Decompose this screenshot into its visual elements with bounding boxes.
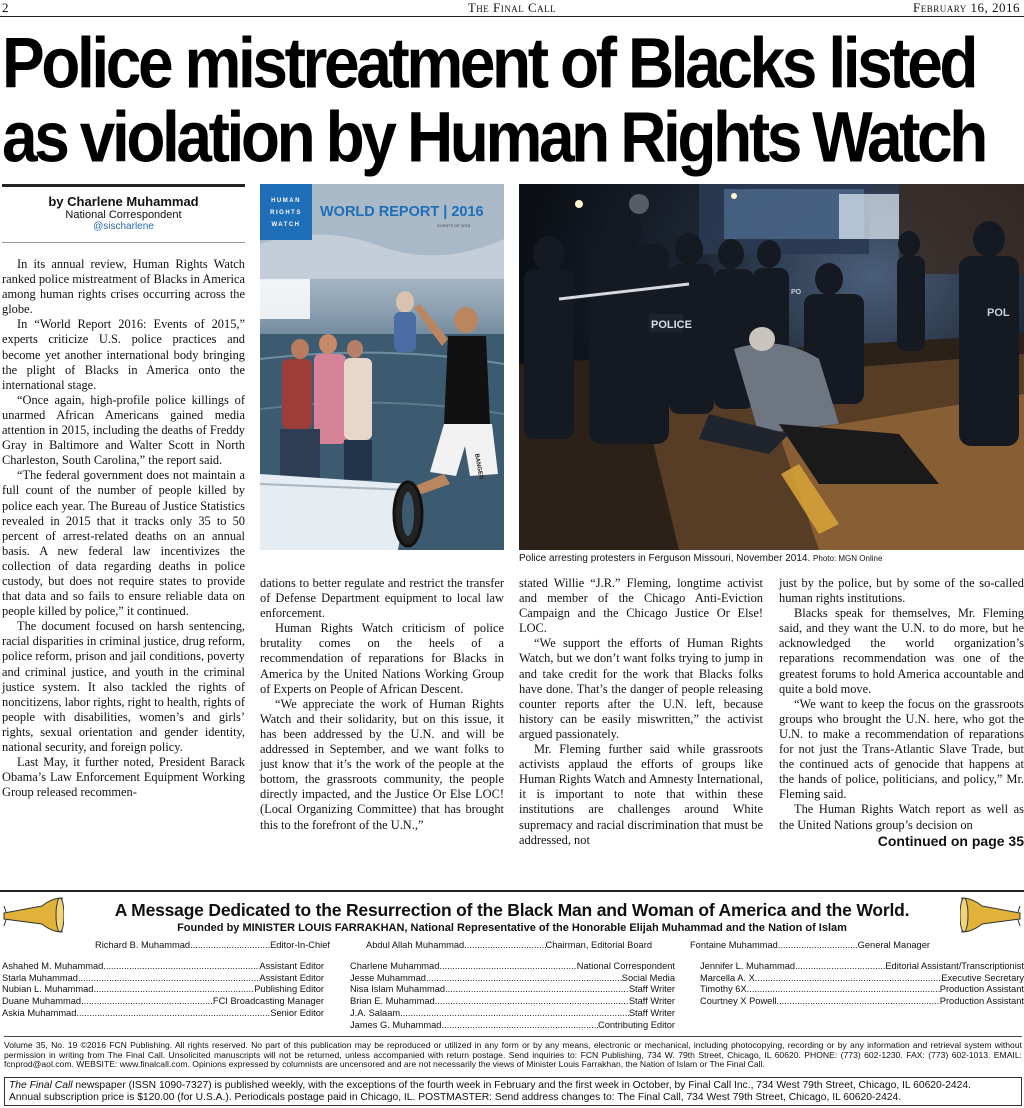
continued-link[interactable]: Continued on page 35: [877, 832, 1024, 849]
staff-role: Editor-In-Chief: [270, 940, 330, 950]
publication-line-2: Annual subscription price is $120.00 (for U.S.A.). Periodicals postage paid in Chicago, IL. POSTMASTER: Send address changes to: The Final Call, 734 West 79th Street, Chicago, IL 60620-2424.: [9, 1092, 902, 1103]
paragraph: just by the police, but by some of the so-called human rights institutions.: [779, 576, 1024, 606]
staff-name: Fontaine Muhammad: [690, 940, 778, 950]
staff-column-2: [350, 961, 675, 1031]
paragraph: In its annual review, Human Rights Watch ranked police mistreatment of Blacks in America among human rights crises occurring across the globe.: [2, 257, 245, 317]
staff-row: Ashahed M. Muhammad ..... Assistant Editor: [2, 961, 324, 973]
report-cover-illustration: [260, 184, 504, 550]
paragraph: “We want to keep the focus on the grassroots groups who brought the U.N. here, who got the U.N. to make a recommendation of reparations for not just the Trans-Atlantic Slave Trade, but the continued acts of genocide that happens at the hands of police, politicians, and policy,” Mr. Fleming said.: [779, 696, 1024, 802]
author-handle[interactable]: @sischarlene: [93, 221, 154, 232]
paragraph: Last May, it further noted, President Barack Obama’s Law Enforcement Equipment Working Group released recommen-: [2, 755, 245, 800]
article-column-1: [2, 257, 245, 800]
founded-line: Founded by MINISTER LOUIS FARRAKHAN, National Representative of the Honorable Elijah Muhammad and the Nation of Islam: [177, 922, 847, 934]
police-vest-text: PO: [791, 289, 802, 296]
paragraph: In “World Report 2016: Events of 2015,” experts criticize U.S. police practices and become yet another international body bringing the plight of Blacks in America onto the international stage.: [2, 317, 245, 392]
paragraph: Human Rights Watch criticism of police brutality comes on the heels of a recommendation of reparations for Blacks in America by the United Nations Working Group of Experts on People of African Descent.: [260, 621, 504, 696]
world-report-cover-photo: [260, 184, 504, 550]
report-subtitle: EVENTS OF 2015: [437, 223, 470, 228]
headline-line-2: as violation by Human Rights Watch: [2, 96, 985, 178]
photo-caption: [519, 553, 1024, 564]
staff-entry-chairman: [366, 940, 652, 952]
trumpet-icon: [960, 896, 1022, 936]
paragraph: The Human Rights Watch report as well as the United Nations group’s decision on: [779, 802, 1024, 832]
staff-column-3: [700, 961, 1024, 1008]
hrw-logo-line: RIGHTS: [270, 210, 302, 216]
article-column-4: [779, 576, 1024, 849]
staff-entry-editor-in-chief: [95, 940, 330, 952]
staff-name: Abdul Allah Muhammad: [366, 940, 465, 950]
staff-row: Timothy 6X ..... Production Assistant: [700, 984, 1024, 996]
trumpet-icon: [2, 896, 64, 936]
paragraph: Mr. Fleming further said while grassroots activists applaud the efforts of groups like Human Rights Watch and Amnesty International, it is important to note that within these institutions are challenges around White supremacy and racial discrimination that must be addressed, not: [519, 742, 763, 847]
paragraph: “The federal government does not maintain a full count of the number of people killed by police each year. The Bureau of Justice Statistics revealed in 2015 that it tracks only 35 to 50 percent of arrest-related deaths on an annual basis. A new federal law incentivizes the collection of data regarding deaths in police custody, but does not require states to provide that data and so fails to ensure reliable data on people killed by police,” it continued.: [2, 468, 245, 619]
publication-line-1: newspaper (ISSN 1090-7327) is published weekly, with the exceptions of the fourth week in February and the first week in October, by Final Call Inc., 734 West 79th Street, Chicago, IL 60620-2424.: [72, 1080, 971, 1091]
article-column-3: [519, 576, 763, 848]
arrest-scene-illustration: [519, 184, 1024, 550]
staff-row: Brian E. Muhammad ..... Staff Writer: [350, 996, 675, 1008]
running-header: [0, 0, 1024, 17]
paper-name: The Final Call: [467, 0, 557, 15]
message-band: [0, 890, 1024, 938]
staff-row: Nisa Islam Muhammad ..... Staff Writer: [350, 984, 675, 996]
hrw-logo-line: WATCH: [271, 222, 301, 228]
staff-row: Jennifer L. Muhammad ..... Editorial Assistant/Transcriptionist: [700, 961, 1024, 973]
page-number: 2: [2, 0, 9, 15]
staff-row: Marcella A. X ..... Executive Secretary: [700, 973, 1024, 985]
byline: [2, 184, 245, 232]
publication-name: The Final Call: [9, 1080, 73, 1091]
paragraph: stated Willie “J.R.” Fleming, longtime activist and member of the Chicago Anti-Eviction Campaign and the Chicago Justice Or Else! LOC.: [519, 576, 763, 636]
author-name: by Charlene Muhammad: [48, 194, 199, 209]
staff-role: General Manager: [857, 940, 930, 950]
photo-credit: Photo: MGN Online: [813, 554, 883, 563]
paragraph: The document focused on harsh sentencing, racial disparities in criminal justice, drug reform, police reform, prison and jail conditions, poverty and criminal justice, and youth in the criminal justice system. It also tackled the rights of noncitizens, labor rights, right to health, rights of people with disabilities, women’s and girls’ rights, sexual orientation and gender identity, national security, and foreign policy.: [2, 619, 245, 754]
staff-row: Jesse Muhammad ..... Social Media: [350, 973, 675, 985]
staff-row: Starla Muhammad ..... Assistant Editor: [2, 973, 324, 985]
staff-row: James G. Muhammad ..... Contributing Editor: [350, 1020, 675, 1032]
issue-date: February 16, 2016: [913, 0, 1020, 15]
ferguson-arrest-photo: [519, 184, 1024, 550]
publication-info-box: [4, 1077, 1022, 1106]
paragraph: “We appreciate the work of Human Rights Watch and their solidarity, but on this issue, it has been addressed by the U.N. and will be addressed in September, and we want folks to just know that it’s the work of the people at the bottom, the grassroots community, the people directly impacted, and the Justice Or Else LOC! (Local Organizing Committee) that has brought this to the forefront of the U.N.,”: [260, 696, 504, 832]
staff-row: Askia Muhammad ..... Senior Editor: [2, 1008, 324, 1020]
headline: [2, 22, 1024, 178]
police-vest-text: POLICE: [651, 319, 692, 331]
staff-column-1: [2, 961, 324, 1020]
police-vest-text: POL: [987, 307, 1010, 319]
staff-row: Charlene Muhammad ..... National Correspondent: [350, 961, 675, 973]
author-role: National Correspondent: [65, 209, 182, 221]
hrw-logo-line: HUMAN: [271, 198, 301, 204]
legal-notice: Volume 35, No. 19 ©2016 FCN Publishing. All rights reserved. No part of this publication may be reproduced or utilized in any form or by any means, electronic or mechanical, including photocopying, recording or by any information and retrieval system without permission in writing from The Final Call. Unsolicited manuscripts will not be returned, unless accompanied with return postage. Send inquiries to: FCN Publishing, 734 W. 79th Street, Chicago, IL 60620. PHONE: (773) 602-1230. FAX: (773) 602-1013. EMAIL: fcnprod@aol.com. WEBSITE: www.finalcall.com. Opinions expressed by columnists are uncensored and are not necessarily the views of Minister Louis Farrakhan, the Nation of Islam or The Final Call.: [4, 1036, 1022, 1070]
paragraph: Blacks speak for themselves, Mr. Fleming said, and they want the U.N. to do more, but he acknowledged the world organization’s reparations recommendation was one of the greatest forums to hold America accountable and quite a bold move.: [779, 606, 1024, 696]
caption-text: Police arresting protesters in Ferguson Missouri, November 2014.: [519, 553, 811, 564]
staff-role: Chairman, Editorial Board: [545, 940, 652, 950]
paragraph: “We support the efforts of Human Rights Watch, but we don’t want folks trying to jump in and take credit for the work that Blacks folks have done. That’s the danger of people releasing counter reports after the U.N. left, because history can be easily miswritten,” the activist argued passionately.: [519, 636, 763, 741]
staff-name: Richard B. Muhammad: [95, 940, 191, 950]
paragraph: dations to better regulate and restrict the transfer of Defense Department equipment to local law enforcement.: [260, 576, 504, 621]
mission-message: A Message Dedicated to the Resurrection of the Black Man and Woman of America and the World.: [114, 900, 910, 920]
shirt-print: BANGER: [473, 453, 484, 480]
staff-row: Duane Muhammad ..... FCI Broadcasting Manager: [2, 996, 324, 1008]
report-title: WORLD REPORT | 2016: [320, 204, 484, 220]
staff-row: Courtney X Powell ..... Production Assistant: [700, 996, 1024, 1008]
paragraph: “Once again, high-profile police killings of unarmed African Americans gained media attention in 2015, including the deaths of Freddy Gray in Baltimore and Walter Scott in North Charleston, South Carolina,” the report said.: [2, 392, 245, 468]
headline-line-1: Police mistreatment of Blacks listed: [2, 22, 976, 104]
staff-entry-general-manager: [690, 940, 930, 952]
staff-row: J.A. Salaam ..... Staff Writer: [350, 1008, 675, 1020]
staff-row: Nubian L. Muhammad ..... Publishing Editor: [2, 984, 324, 996]
article-column-2: [260, 576, 504, 833]
byline-divider: [2, 242, 245, 243]
